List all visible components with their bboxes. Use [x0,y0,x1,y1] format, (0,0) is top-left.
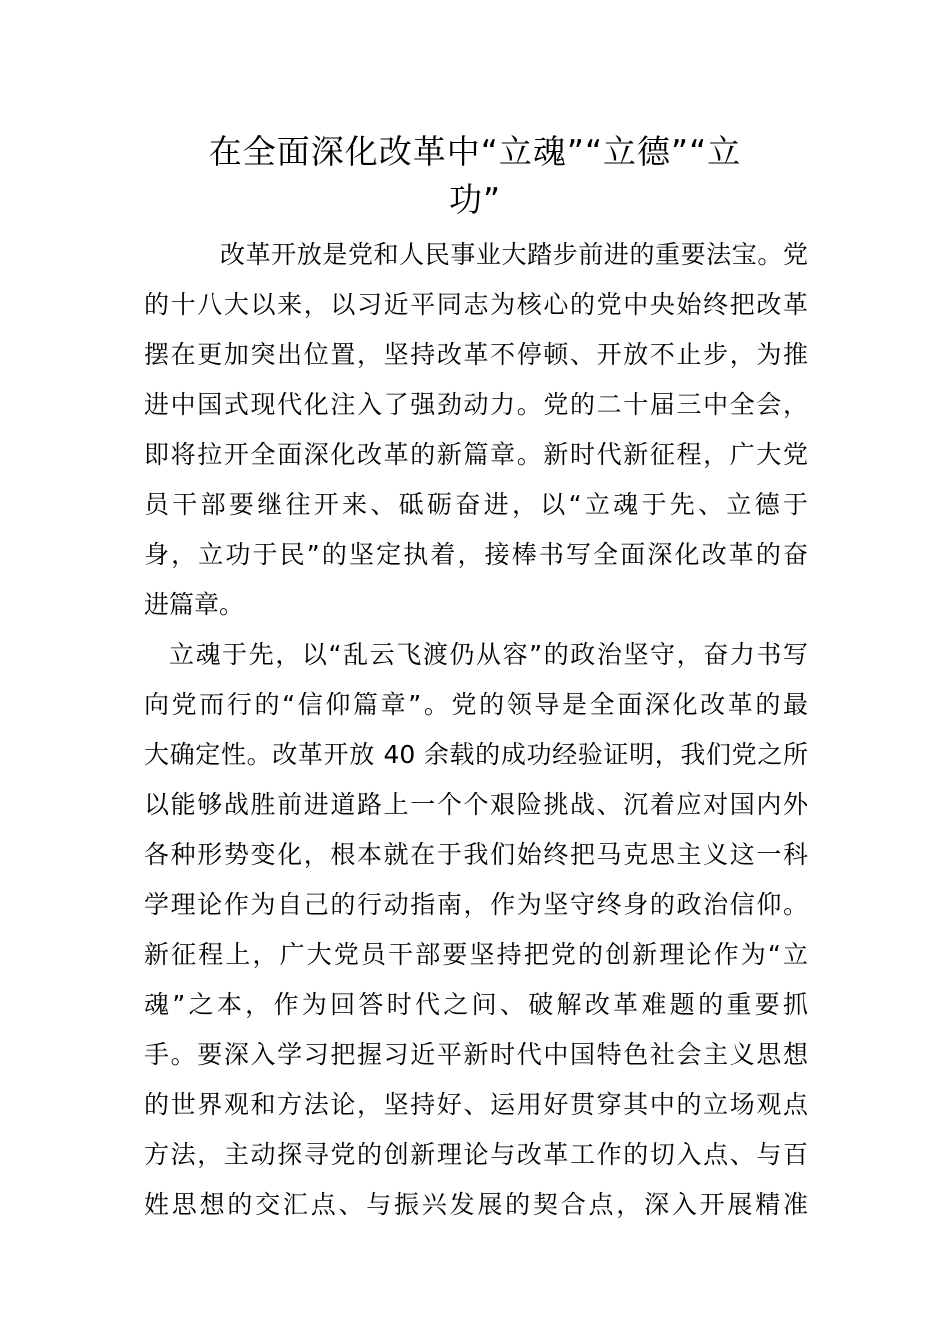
text-line: 的十八大以来，以习近平同志为核心的党中央始终把改革 [144,290,808,319]
document-body [144,230,808,1230]
text-line: 学理论作为自己的行动指南，作为坚守终身的政治信仰。 [144,890,808,919]
text-line: 新征程上，广大党员干部要坚持把党的创新理论作为“立 [144,940,808,969]
paragraph-2 [144,630,808,1230]
text-line: 立魂于先，以“乱云飞渡仍从容”的政治坚守，奋力书写 [169,640,808,669]
text-line: 手。要深入学习把握习近平新时代中国特色社会主义思想 [144,1040,808,1069]
document-title [150,128,800,224]
text-line: 员干部要继往开来、砥砺奋进，以“立魂于先、立德于 [144,490,808,519]
title-line: 功” [448,180,502,219]
text-line: 姓思想的交汇点、与振兴发展的契合点，深入开展精准 [144,1190,808,1219]
text-line: 改革开放是党和人民事业大踏步前进的重要法宝。党 [220,240,808,269]
text-line: 大确定性。改革开放 40 余载的成功经验证明，我们党之所 [144,740,808,769]
text-line: 方法，主动探寻党的创新理论与改革工作的切入点、与百 [144,1140,808,1169]
text-line: 向党而行的“信仰篇章”。党的领导是全面深化改革的最 [144,690,808,719]
paragraph-1 [144,230,808,630]
text-line: 的世界观和方法论，坚持好、运用好贯穿其中的立场观点 [144,1090,808,1119]
text-line: 魂”之本，作为回答时代之问、破解改革难题的重要抓 [144,990,808,1019]
text-line: 进篇章。 [144,590,245,619]
text-line: 即将拉开全面深化改革的新篇章。新时代新征程，广大党 [144,440,808,469]
text-line: 各种形势变化，根本就在于我们始终把马克思主义这一科 [144,840,808,869]
text-line: 摆在更加突出位置，坚持改革不停顿、开放不止步，为推 [144,340,808,369]
text-line: 以能够战胜前进道路上一个个艰险挑战、沉着应对国内外 [144,790,808,819]
text-line: 进中国式现代化注入了强劲动力。党的二十届三中全会， [144,390,808,419]
text-line: 身，立功于民”的坚定执着，接棒书写全面深化改革的奋 [144,540,808,569]
title-line: 在全面深化改革中“立魂”“立德”“立 [208,132,742,171]
